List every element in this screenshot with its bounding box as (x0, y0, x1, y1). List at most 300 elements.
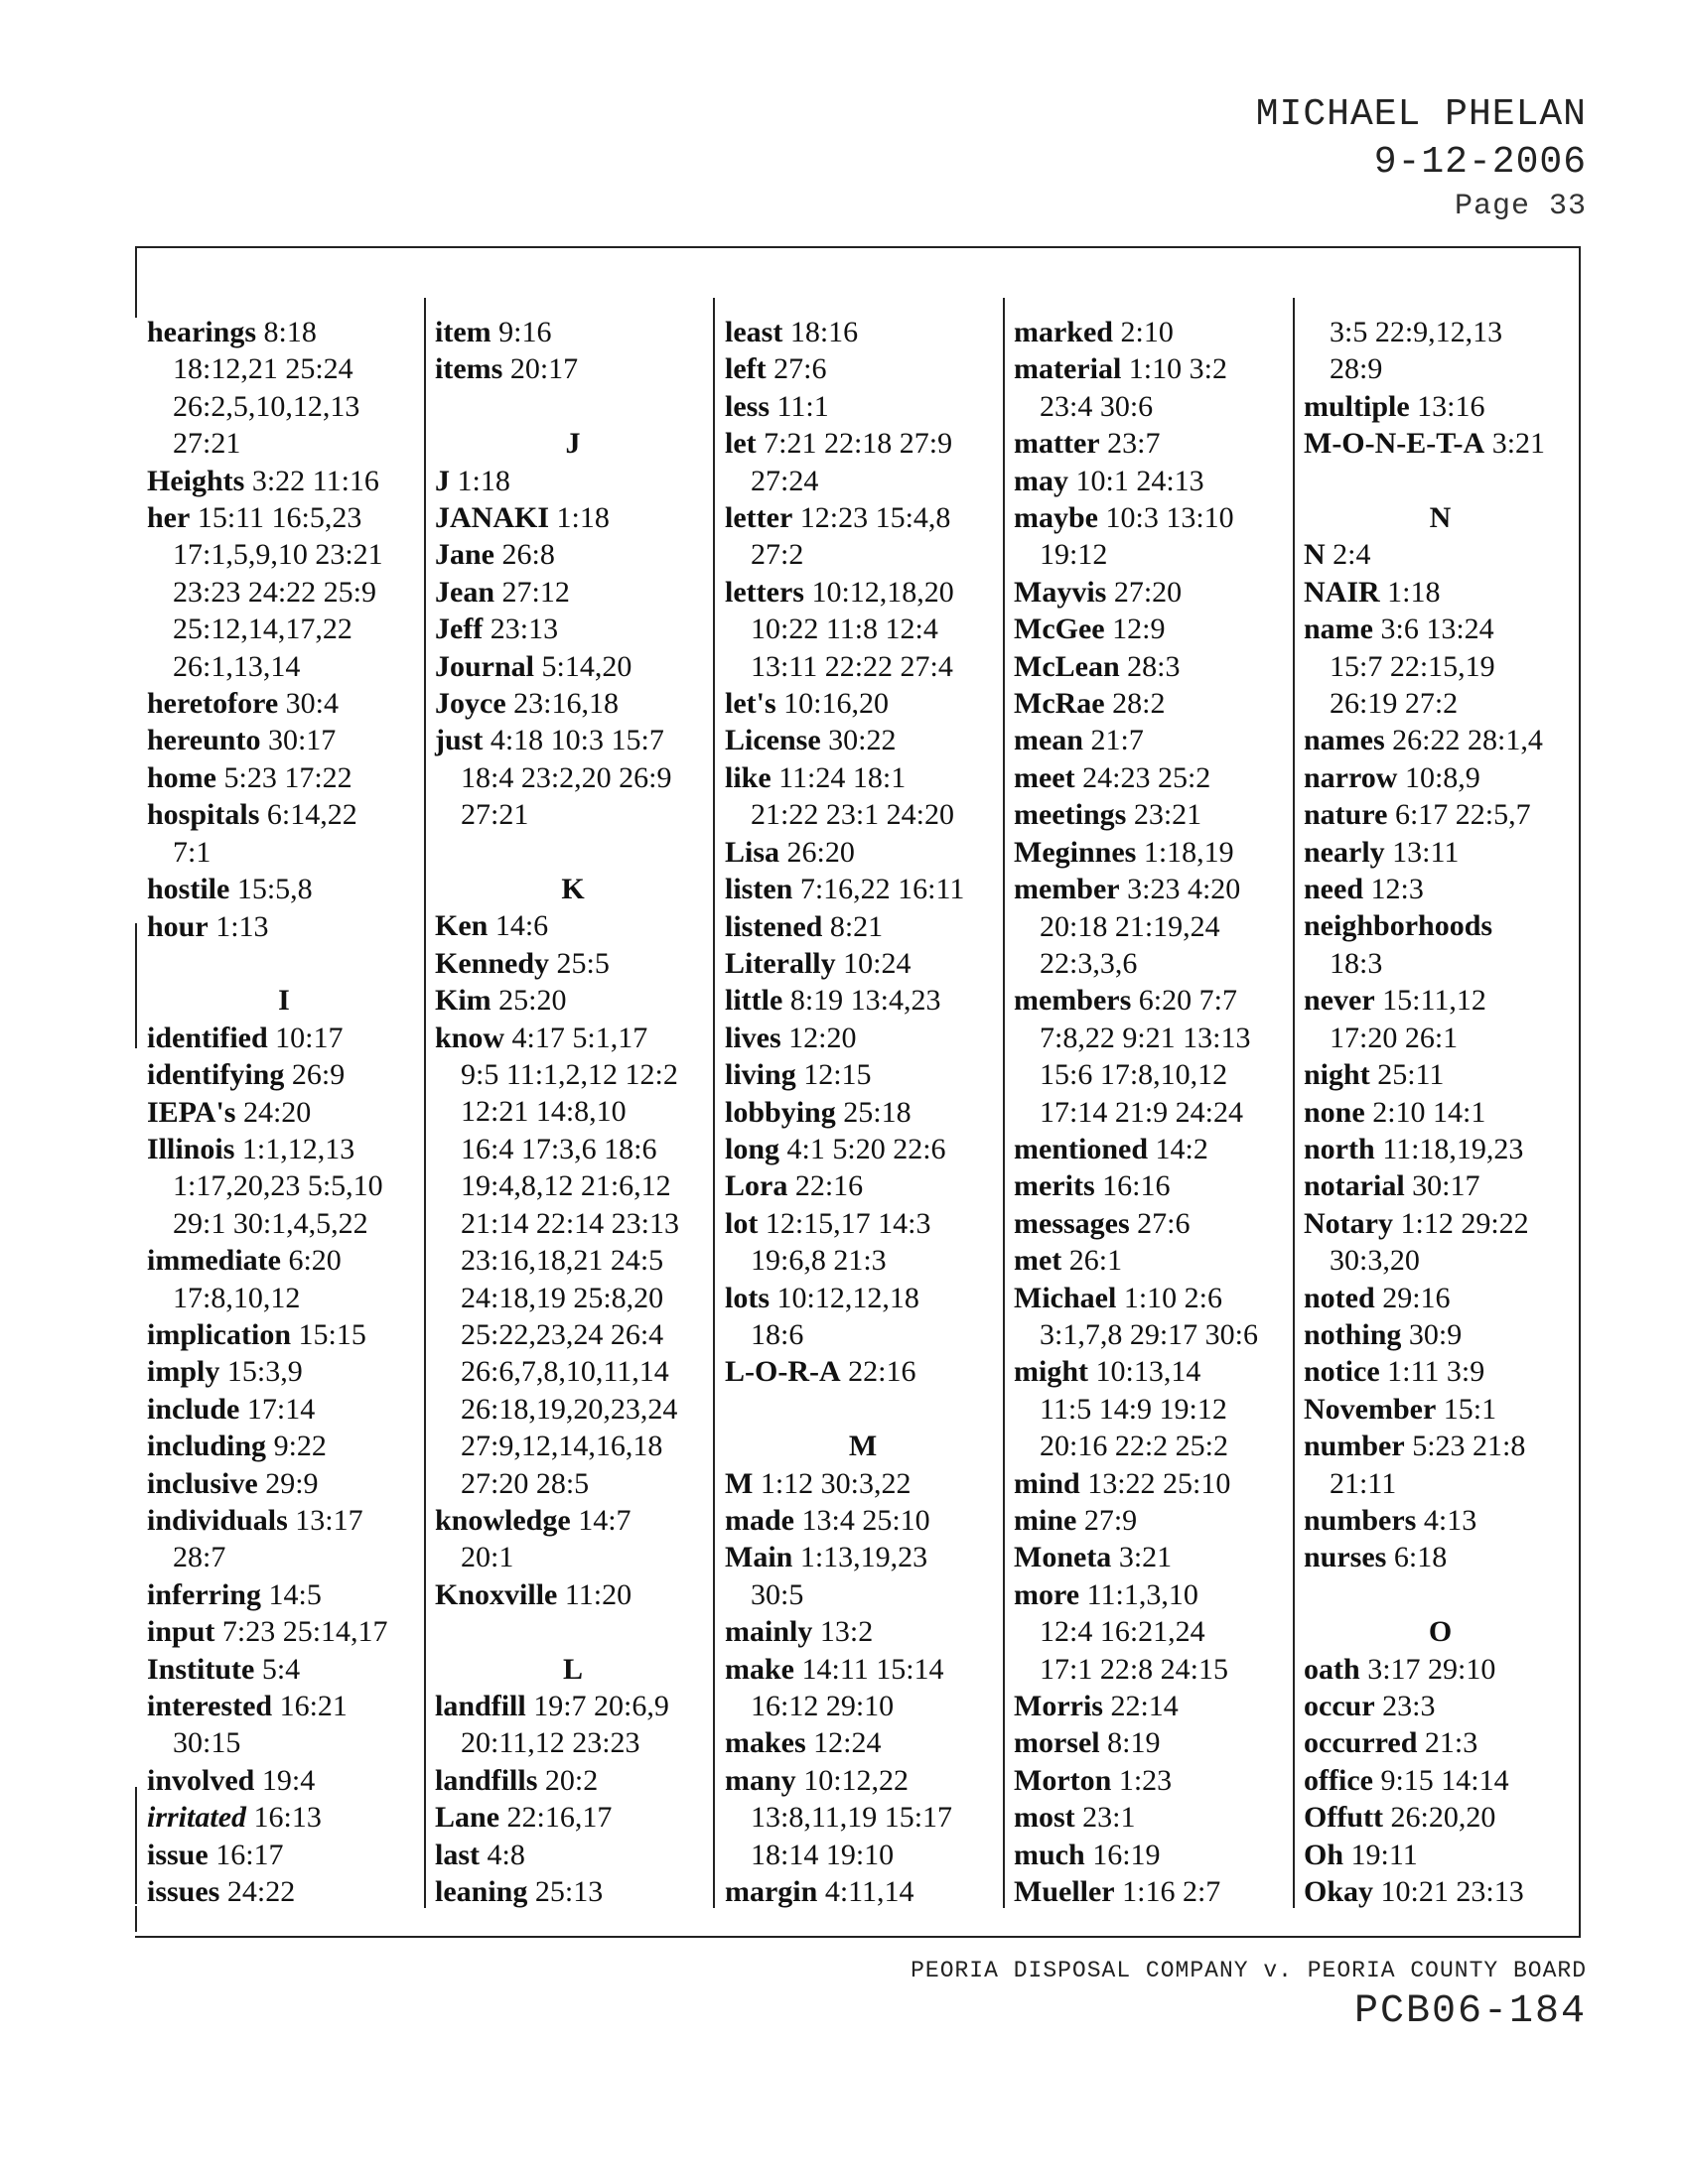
index-entry (1014, 796, 1291, 833)
entry-continuation: 20:16 22:2 25:2 (1040, 1430, 1229, 1463)
entry-word: north (1304, 1132, 1375, 1165)
entry-word: names (1304, 724, 1385, 757)
index-entry (147, 1428, 421, 1464)
index-entry (725, 1762, 1001, 1799)
index-entry (725, 350, 1001, 387)
entry-word: margin (725, 1875, 818, 1909)
entry-continuation: 17:20 26:1 (1330, 1021, 1459, 1054)
entry-word: notarial (1304, 1169, 1405, 1203)
entry-references: 10:17 (275, 1021, 344, 1054)
entry-word: maybe (1014, 501, 1098, 535)
index-entry (1014, 982, 1291, 1019)
entry-references: 8:19 (1107, 1726, 1161, 1760)
entry-word: more (1014, 1577, 1080, 1611)
entry-references: 3:21 (1118, 1541, 1173, 1574)
index-entry (1014, 1688, 1291, 1724)
entry-word: item (435, 316, 491, 348)
entry-references: 30:17 (1412, 1169, 1480, 1203)
entry-word: Jane (435, 538, 494, 572)
index-entry (435, 1502, 711, 1539)
entry-continuation: 13:11 22:22 27:4 (751, 649, 953, 683)
entry-word: notice (1304, 1355, 1380, 1389)
entry-references: 17:14 (246, 1392, 316, 1426)
entry-word: Mueller (1014, 1875, 1115, 1909)
entry-references: 15:5,8 (236, 873, 313, 906)
entry-references: 12:15,17 14:3 (765, 1206, 931, 1240)
entry-word: night (1304, 1058, 1370, 1092)
entry-word: hearings (147, 316, 257, 348)
index-entry (1014, 759, 1291, 796)
entry-continuation: 17:1 22:8 24:15 (1040, 1652, 1229, 1686)
entry-references: 27:12 (501, 575, 570, 609)
index-entry (1304, 1316, 1577, 1353)
entry-references: 13:2 (819, 1615, 874, 1649)
entry-references: 26:1 (1068, 1244, 1123, 1278)
index-entry (1014, 1799, 1291, 1836)
entry-references: 14:5 (268, 1577, 322, 1611)
entry-word: least (725, 316, 783, 348)
index-entry (147, 1242, 421, 1279)
index-entry (435, 536, 711, 573)
entry-word: L-O-R-A (725, 1355, 841, 1389)
entry-continuation: 23:23 24:22 25:9 (173, 575, 377, 609)
index-entry (725, 1131, 1001, 1167)
entry-references: 4:8 (487, 1838, 525, 1871)
entry-word: nearly (1304, 835, 1385, 869)
entry-word: occur (1304, 1689, 1375, 1722)
index-entry (1304, 1353, 1577, 1390)
entry-continuation: 10:22 11:8 12:4 (751, 613, 938, 646)
entry-references: 11:1,3,10 (1086, 1577, 1198, 1611)
index-entry (1014, 1502, 1291, 1539)
index-entry (1304, 796, 1577, 833)
index-entry (1014, 1205, 1291, 1242)
entry-continuation: 27:24 (751, 464, 819, 497)
spacer (435, 1613, 711, 1650)
entry-continuation: 18:4 23:2,20 26:9 (461, 760, 672, 794)
entry-references: 23:7 (1107, 427, 1161, 461)
spacer (1304, 1576, 1577, 1613)
entry-references: 14:11 15:14 (801, 1652, 944, 1686)
entry-word: listened (725, 909, 823, 943)
index-entry (1014, 1724, 1291, 1761)
entry-word: number (1304, 1430, 1405, 1463)
entry-word: issues (147, 1875, 220, 1909)
index-entry (1304, 1428, 1577, 1464)
entry-references: 4:11,14 (824, 1875, 914, 1909)
entry-continuation: 30:5 (751, 1577, 804, 1611)
entry-continuation: 19:4,8,12 21:6,12 (461, 1169, 671, 1203)
index-entry (1014, 1539, 1291, 1575)
entry-continuation: 25:12,14,17,22 (173, 613, 352, 646)
entry-continuation: 30:3,20 (1330, 1244, 1420, 1278)
entry-word: implication (147, 1317, 292, 1351)
index-entry (725, 314, 1001, 350)
entry-references: 1:18 (556, 501, 610, 534)
column-divider (424, 298, 426, 1908)
entry-references: 27:20 (1113, 575, 1183, 609)
index-entry (725, 1056, 1001, 1093)
entry-word: marked (1014, 316, 1113, 348)
entry-word: may (1014, 464, 1068, 497)
index-entry (725, 1873, 1001, 1910)
entry-word: mean (1014, 724, 1083, 757)
entry-references: 9:22 (273, 1430, 327, 1463)
entry-references: 7:21 22:18 27:9 (764, 427, 953, 461)
index-entry (147, 1502, 421, 1539)
entry-continuation: 20:18 21:19,24 (1040, 909, 1220, 943)
entry-word: Main (725, 1541, 793, 1574)
index-entry (725, 425, 1001, 462)
index-entry (147, 908, 421, 945)
entry-word: like (725, 760, 772, 794)
index-entry (725, 1539, 1001, 1575)
index-column-4 (1014, 314, 1291, 1910)
case-number: PCB06-184 (1353, 1989, 1587, 2034)
entry-continuation: 16:4 17:3,6 18:6 (461, 1132, 657, 1165)
entry-continuation: 16:12 29:10 (751, 1690, 895, 1722)
entry-word: last (435, 1838, 480, 1871)
entry-references: 6:18 (1393, 1541, 1448, 1574)
entry-references: 30:22 (828, 724, 897, 757)
index-entry (1304, 1799, 1577, 1836)
letter-heading: I (278, 984, 290, 1018)
entry-continuation: 7:8,22 9:21 13:13 (1040, 1021, 1251, 1054)
index-entry (435, 463, 711, 499)
entry-word: mine (1014, 1504, 1077, 1537)
entry-references: 19:4 (261, 1763, 316, 1797)
entry-references: 30:17 (267, 724, 337, 757)
entry-references: 25:20 (498, 984, 567, 1018)
index-entry (725, 1353, 1001, 1390)
entry-references: 2:10 (1120, 316, 1174, 348)
index-entry (1304, 1724, 1577, 1761)
entry-word: merits (1014, 1169, 1095, 1203)
entry-word: landfills (435, 1763, 538, 1797)
entry-word: leaning (435, 1874, 528, 1908)
entry-word: imply (147, 1355, 220, 1389)
entry-references: 25:13 (534, 1874, 604, 1908)
entry-references: 5:23 21:8 (1412, 1430, 1526, 1463)
index-entry (435, 1762, 711, 1799)
entry-word: let (725, 427, 757, 461)
entry-references: 1:11 3:9 (1387, 1355, 1485, 1389)
entry-word: November (1304, 1392, 1437, 1426)
column-divider (1003, 298, 1005, 1908)
entry-word: neighborhoods (1304, 909, 1493, 943)
letter-heading: J (565, 427, 581, 461)
index-entry (435, 611, 711, 647)
entry-word: never (1304, 984, 1375, 1018)
entry-word: Offutt (1304, 1801, 1383, 1835)
entry-continuation: 20:11,12 23:23 (461, 1726, 640, 1760)
entry-word: met (1014, 1244, 1062, 1278)
spacer (1304, 463, 1577, 499)
entry-references: 1:13,19,23 (799, 1541, 928, 1574)
entry-references: 30:4 (285, 687, 340, 721)
spacer (435, 834, 711, 871)
entry-word: hereunto (147, 724, 261, 757)
index-entry (725, 1280, 1001, 1316)
index-entry (1014, 685, 1291, 722)
index-entry (1014, 314, 1291, 350)
index-entry (147, 1837, 421, 1873)
index-entry (435, 499, 711, 536)
frame-left-edge (135, 923, 137, 1048)
index-entry (725, 1205, 1001, 1242)
index-entry (435, 1576, 711, 1613)
entry-references: 25:5 (556, 946, 610, 980)
entry-continuation: 27:20 28:5 (461, 1466, 590, 1500)
entry-references: 10:13,14 (1095, 1355, 1201, 1389)
entry-references: 6:14,22 (266, 798, 357, 832)
index-entry (147, 1094, 421, 1131)
page-footer (911, 1954, 1587, 2037)
entry-word: none (1304, 1095, 1365, 1129)
entry-references: 27:6 (773, 352, 827, 386)
entry-word: know (435, 1021, 505, 1054)
entry-continuation: 23:16,18,21 24:5 (461, 1244, 664, 1278)
index-entry (725, 388, 1001, 425)
entry-references: 23:13 (490, 613, 559, 646)
entry-word: Morris (1014, 1690, 1103, 1723)
entry-word: lots (725, 1281, 770, 1314)
entry-word: mentioned (1014, 1132, 1148, 1165)
index-entry (1304, 536, 1577, 573)
entry-word: Lora (725, 1169, 788, 1203)
entry-references: 16:21 (279, 1690, 348, 1722)
index-entry (435, 574, 711, 611)
entry-references: 15:1 (1443, 1392, 1497, 1426)
entry-continuation: 18:3 (1330, 946, 1383, 980)
entry-word: morsel (1014, 1726, 1100, 1760)
entry-word: meetings (1014, 798, 1127, 832)
entry-word: Morton (1014, 1763, 1112, 1797)
index-entry (1304, 834, 1577, 871)
entry-references: 5:23 17:22 (223, 760, 352, 794)
entry-word: makes (725, 1726, 806, 1760)
index-entry (725, 908, 1001, 945)
index-entry (725, 1167, 1001, 1204)
entry-word: less (725, 389, 770, 423)
frame-left-edge (135, 1787, 137, 1904)
entry-references: 13:11 (1392, 835, 1460, 869)
index-entry (1014, 1837, 1291, 1873)
entry-word: narrow (1304, 760, 1398, 794)
entry-references: 1:1,12,13 (241, 1132, 355, 1165)
entry-word: need (1304, 873, 1363, 906)
entry-references: 16:19 (1092, 1838, 1161, 1871)
entry-references: 10:3 13:10 (1105, 501, 1234, 535)
entry-references: 26:20 (786, 835, 855, 869)
entry-references: 21:7 (1090, 724, 1144, 757)
index-entry (1304, 1762, 1577, 1799)
entry-references: 23:1 (1082, 1801, 1136, 1835)
entry-references: 12:9 (1112, 613, 1166, 646)
entry-references: 29:9 (265, 1466, 319, 1500)
index-entry (435, 722, 711, 758)
index-entry (147, 1131, 421, 1167)
entry-references: 8:21 (829, 909, 884, 943)
entry-continuation: 21:11 (1330, 1466, 1397, 1500)
index-entry (435, 1873, 711, 1910)
entry-word: Lisa (725, 835, 780, 869)
entry-continuation: 3:1,7,8 29:17 30:6 (1040, 1317, 1259, 1351)
entry-references: 22:14 (1110, 1690, 1179, 1723)
entry-references: 10:1 24:13 (1075, 464, 1204, 497)
entry-word: Journal (435, 649, 535, 683)
entry-word: Ken (435, 909, 489, 943)
entry-word: occurred (1304, 1726, 1418, 1760)
entry-references: 29:16 (1382, 1281, 1451, 1314)
entry-references: 18:16 (789, 316, 859, 348)
entry-references: 15:15 (298, 1317, 366, 1351)
column-divider (1293, 298, 1295, 1908)
entry-word: Literally (725, 946, 836, 980)
entry-references: 10:12,18,20 (811, 575, 954, 609)
index-entry (435, 945, 711, 982)
index-entry (435, 1020, 711, 1056)
index-entry (725, 574, 1001, 611)
entry-continuation: 18:12,21 25:24 (173, 352, 353, 386)
entry-continuation: 22:3,3,6 (1040, 946, 1138, 980)
entry-word: office (1304, 1763, 1373, 1797)
index-entry (1014, 574, 1291, 611)
index-entry (725, 1613, 1001, 1650)
entry-word: issue (147, 1838, 209, 1871)
index-entry (1304, 574, 1577, 611)
entry-continuation: 20:1 (461, 1541, 514, 1574)
index-entry (1014, 1353, 1291, 1390)
index-entry (1304, 1131, 1577, 1167)
entry-word: Michael (1014, 1281, 1117, 1314)
entry-references: 14:7 (578, 1503, 632, 1537)
entry-word: McRae (1014, 687, 1105, 721)
letter-heading: K (561, 873, 585, 906)
entry-word: matter (1014, 427, 1100, 461)
entry-word: her (147, 501, 191, 535)
entry-word: McGee (1014, 613, 1105, 646)
index-entry (1304, 759, 1577, 796)
entry-word: identified (147, 1021, 268, 1054)
witness-name: MICHAEL PHELAN (1255, 93, 1587, 136)
entry-references: 4:13 (1423, 1503, 1477, 1537)
index-entry (725, 1724, 1001, 1761)
entry-word: JANAKI (435, 501, 550, 534)
index-entry (1014, 871, 1291, 907)
index-entry (1304, 907, 1577, 944)
entry-references: 10:16,20 (783, 687, 889, 721)
entry-references: 3:22 11:16 (251, 464, 379, 497)
entry-continuation: 28:7 (173, 1541, 226, 1574)
entry-references: 10:24 (843, 946, 912, 980)
index-entry (147, 759, 421, 796)
entry-references: 9:15 14:14 (1380, 1763, 1509, 1797)
entry-references: 22:16,17 (506, 1801, 613, 1835)
entry-word: including (147, 1430, 267, 1463)
entry-word: home (147, 760, 216, 794)
entry-word: nature (1304, 798, 1388, 832)
entry-word: noted (1304, 1281, 1375, 1314)
index-entry (725, 871, 1001, 907)
index-entry (147, 499, 421, 536)
entry-word: knowledge (435, 1503, 571, 1537)
entry-word: many (725, 1763, 796, 1797)
entry-references: 16:13 (253, 1801, 322, 1835)
entry-references: 12:24 (813, 1726, 882, 1760)
index-entry (147, 1873, 421, 1910)
entry-word: just (435, 724, 484, 757)
entry-word: interested (147, 1690, 273, 1722)
entry-references: 7:16,22 16:11 (799, 873, 965, 906)
entry-references: 1:13 (215, 909, 269, 943)
entry-references: 15:11 16:5,23 (197, 501, 362, 535)
entry-references: 3:23 4:20 (1127, 873, 1241, 906)
index-entry (1304, 1094, 1577, 1131)
index-entry (1014, 425, 1291, 462)
entry-references: 28:2 (1112, 687, 1166, 721)
entry-word: much (1014, 1838, 1085, 1871)
entry-references: 30:9 (1408, 1317, 1463, 1351)
entry-continuation: 27:21 (461, 798, 529, 832)
entry-references: 12:20 (788, 1021, 857, 1054)
entry-word: letter (725, 501, 793, 535)
entry-word: heretofore (147, 687, 279, 721)
index-entry (1304, 611, 1577, 647)
index-entry (1014, 463, 1291, 499)
entry-word: hostile (147, 873, 230, 906)
entry-references: 26:9 (291, 1058, 346, 1092)
entry-word: might (1014, 1355, 1088, 1389)
index-entry (147, 1576, 421, 1613)
index-entry (435, 1837, 711, 1873)
index-entry (1304, 388, 1577, 425)
index-entry (1014, 722, 1291, 758)
entry-word: include (147, 1392, 240, 1426)
entry-references: 6:20 7:7 (1138, 984, 1237, 1018)
index-entry (1014, 611, 1291, 647)
entry-references: 20:2 (544, 1763, 599, 1797)
entry-references: 1:18 (1387, 575, 1441, 609)
index-entry (435, 1799, 711, 1836)
index-entry (725, 685, 1001, 722)
entry-references: 27:9 (1083, 1504, 1138, 1537)
entry-references: 3:6 13:24 (1380, 613, 1494, 646)
entry-references: 20:17 (509, 352, 579, 386)
entry-word: members (1014, 984, 1132, 1018)
entry-references: 2:10 14:1 (1372, 1095, 1486, 1129)
entry-references: 6:20 (288, 1244, 342, 1278)
entry-word: letters (725, 575, 804, 609)
entry-word: living (725, 1058, 796, 1092)
index-entry (725, 722, 1001, 758)
entry-references: 11:18,19,23 (1382, 1132, 1524, 1165)
index-entry (1014, 1762, 1291, 1799)
entry-continuation: 28:9 (1330, 352, 1383, 386)
index-entry (1304, 871, 1577, 907)
entry-word: lives (725, 1021, 781, 1054)
entry-continuation: 18:14 19:10 (751, 1838, 895, 1871)
index-entry (435, 1688, 711, 1724)
index-entry (435, 350, 711, 387)
entry-continuation: 26:18,19,20,23,24 (461, 1392, 678, 1426)
index-entry (147, 463, 421, 499)
entry-references: 3:21 (1491, 427, 1546, 461)
case-caption: PEORIA DISPOSAL COMPANY v. PEORIA COUNTY BOARD (911, 1958, 1587, 1983)
entry-references: 24:23 25:2 (1082, 760, 1211, 794)
entry-references: 5:4 (261, 1652, 301, 1686)
entry-continuation: 18:6 (751, 1317, 804, 1351)
